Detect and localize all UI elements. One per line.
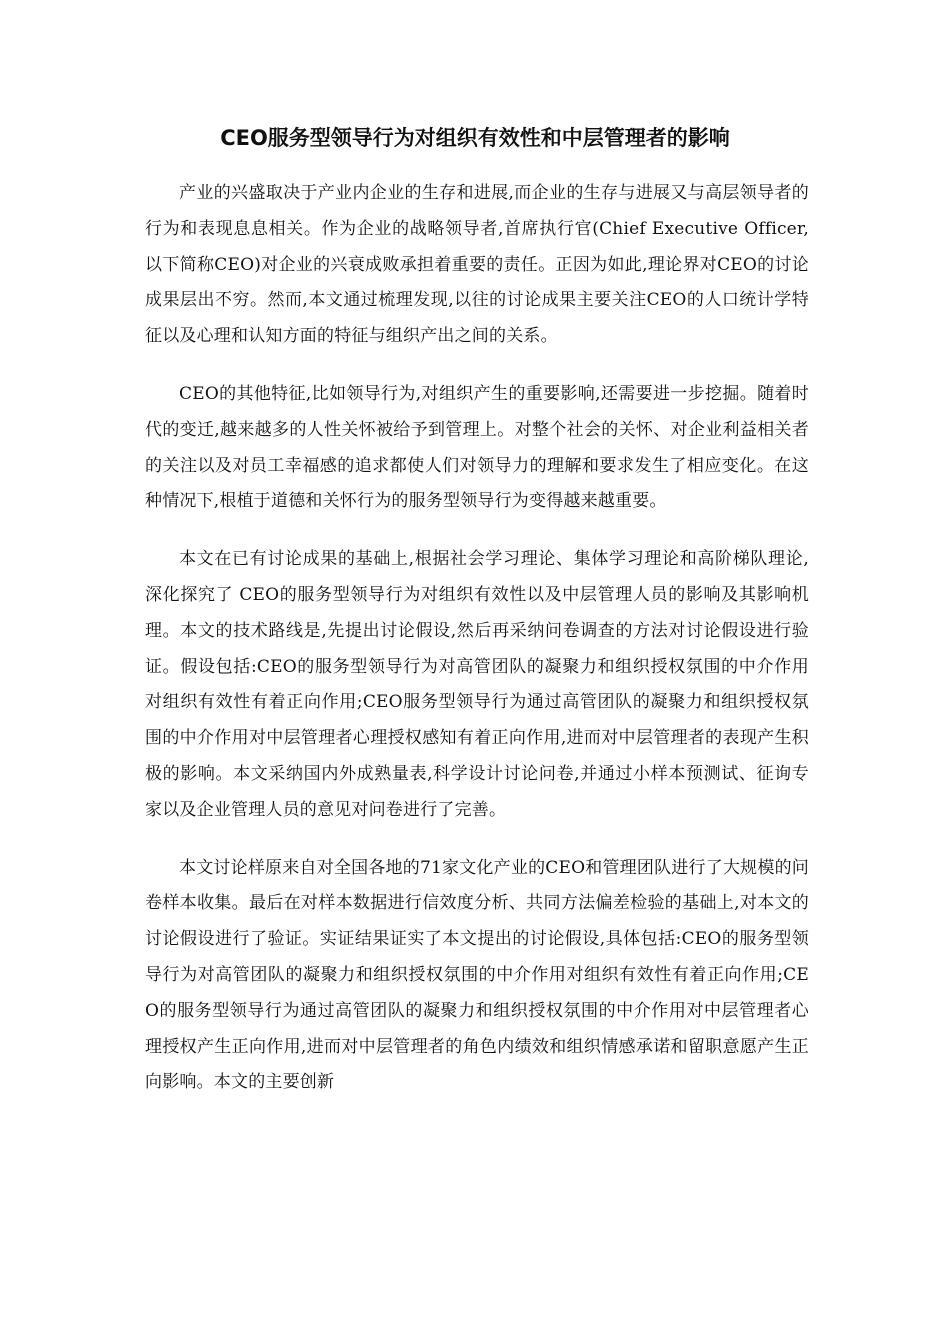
paragraph-4: 本文讨论样原来自对全国各地的71家文化产业的CEO和管理团队进行了大规模的问卷样本收集。最后在对样本数据进行信效度分析、共同方法偏差检验的基础上,对本文的讨论假设进行了验证。实证结果证实了本文提出的讨论假设,具体包括:CEO的服务型领导行为对高管团队的凝聚力和组织授权氛围的中介作用对组织有效性有着正向作用;CEO的服务型领导行为通过高管团队的凝聚力和组织授权氛围的中介作用对中层管理者心理授权产生正向作用,进而对中层管理者的角色内绩效和组织情感承诺和留职意愿产生正向影响。本文的主要创新	[145, 857, 809, 1093]
paragraph-2: CEO的其他特征,比如领导行为,对组织产生的重要影响,还需要进一步挖掘。随着时代的变迁,越来越多的人性关怀被给予到管理上。对整个社会的关怀、对企业利益相关者的关注以及对员工幸福感的追求都使人们对领导力的理解和要求发生了相应变化。在这种情况下,根植于道德和关怀行为的服务型领导行为变得越来越重要。	[145, 383, 809, 512]
paragraph-1: 产业的兴盛取决于产业内企业的生存和进展,而企业的生存与进展又与高层领导者的行为和表现息息相关。作为企业的战略领导者,首席执行官(Chief Executive Officer,以下简称CEO)对企业的兴衰成败承担着重要的责任。正因为如此,理论界对CEO的讨论成果层出不穷。然而,本文通过梳理发现,以往的讨论成果主要关注CEO的人口统计学特征以及心理和认知方面的特征与组织产出之间的关系。	[145, 183, 809, 347]
document-title: CEO服务型领导行为对组织有效性和中层管理者的影响	[220, 126, 730, 150]
document-body	[145, 176, 809, 1123]
paragraph-3: 本文在已有讨论成果的基础上,根据社会学习理论、集体学习理论和高阶梯队理论,深化探究了 CEO的服务型领导行为对组织有效性以及中层管理人员的影响及其影响机理。本文的技术路线是,先提出讨论假设,然后再采纳问卷调查的方法对讨论假设进行验证。假设包括:CEO的服务型领导行为对高管团队的凝聚力和组织授权氛围的中介作用对组织有效性有着正向作用;CEO服务型领导行为通过高管团队的凝聚力和组织授权氛围的中介作用对中层管理者心理授权感知有着正向作用,进而对中层管理者的表现产生积极的影响。本文采纳国内外成熟量表,科学设计讨论问卷,并通过小样本预测试、征询专家以及企业管理人员的意见对问卷进行了完善。	[145, 549, 809, 820]
